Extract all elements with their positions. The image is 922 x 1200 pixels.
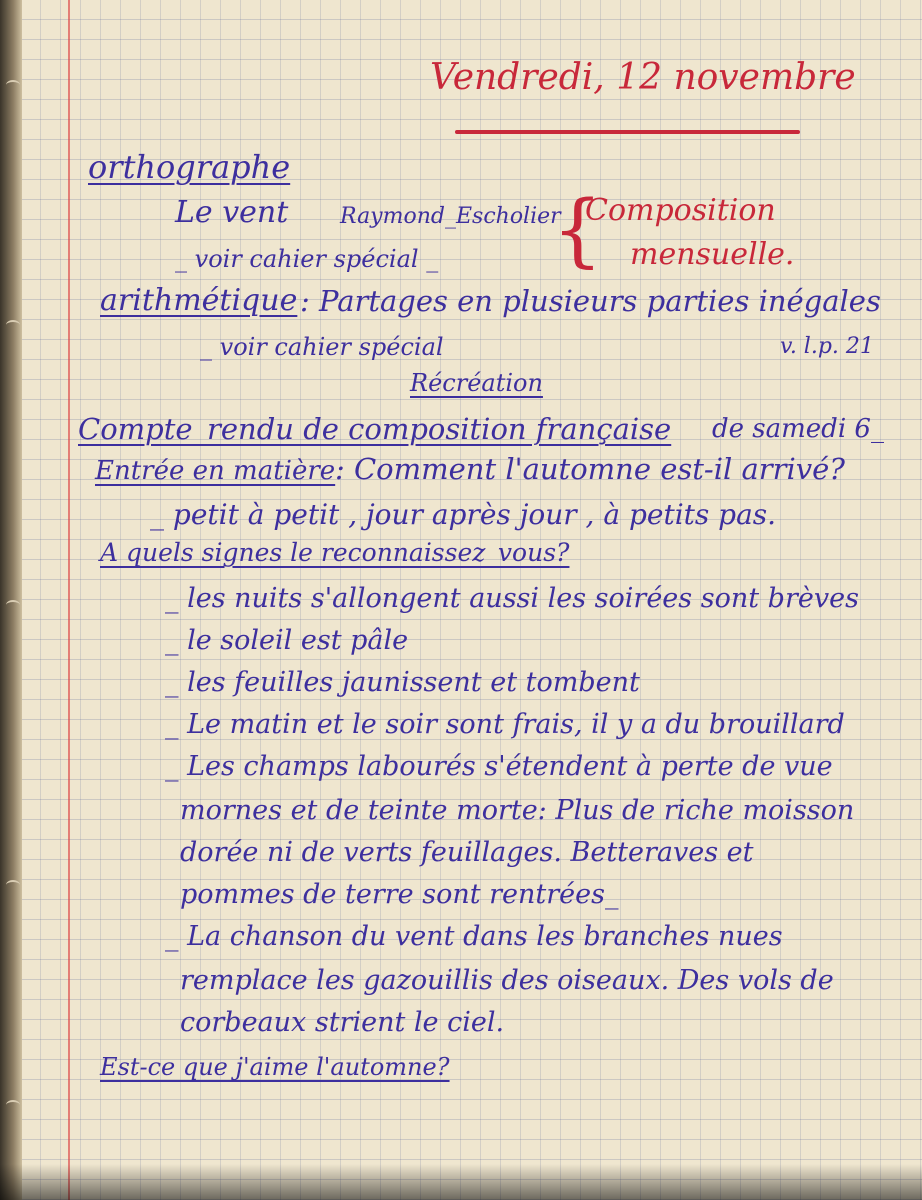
dictation-note: _ voir cahier spécial _	[175, 245, 439, 273]
binding-stitch	[6, 600, 20, 610]
sign-line: _ le soleil est pâle	[165, 625, 409, 656]
sign-line: remplace les gazouillis des oiseaux. Des vols de	[180, 965, 834, 996]
signs-question: A quels signes le reconnaissez_vous?	[100, 538, 570, 567]
sign-line: _ les feuilles jaunissent et tombent	[165, 667, 640, 698]
arithmetique-heading: arithmétique	[100, 283, 298, 318]
sign-line: pommes de terre sont rentrées_	[180, 879, 619, 910]
orthographe-heading: orthographe	[88, 148, 291, 186]
recreation-label: Récréation	[410, 369, 543, 397]
binding-stitch	[6, 880, 20, 890]
final-question: Est-ce que j'aime l'automne?	[100, 1053, 450, 1081]
sign-line: _ Les champs labourés s'étendent à perte de vue	[165, 751, 833, 782]
sign-line: mornes et de teinte morte: Plus de riche moisson	[180, 795, 855, 826]
sign-line: _ La chanson du vent dans les branches nues	[165, 921, 783, 952]
entree-question: : Comment l'automne est-il arrivé?	[335, 452, 845, 486]
arithmetique-subject: : Partages en plusieurs parties inégales	[300, 284, 881, 318]
binding-stitch	[6, 80, 20, 90]
curly-brace: {	[552, 183, 603, 276]
margin-line	[68, 0, 70, 1200]
sign-line: corbeaux strient le ciel.	[180, 1007, 505, 1038]
composition-label-1: Composition	[585, 193, 776, 228]
binding-stitch	[6, 1100, 20, 1110]
page-bottom-shadow	[0, 1164, 922, 1200]
arithmetique-note: _ voir cahier spécial	[200, 333, 444, 361]
notebook-binding	[0, 0, 22, 1200]
binding-stitch	[6, 320, 20, 330]
dictation-author: Raymond_Escholier	[340, 204, 561, 229]
sign-line: _ les nuits s'allongent aussi les soirées sont brèves	[165, 583, 859, 614]
date-underline	[455, 130, 800, 134]
composition-label-2: mensuelle.	[630, 237, 795, 272]
dictation-title: Le vent	[175, 195, 289, 230]
date-heading: Vendredi, 12 novembre	[430, 57, 856, 98]
entree-label: Entrée en matière	[95, 456, 336, 486]
compte-rendu-date: de samedi 6_	[712, 414, 884, 444]
compte-rendu-heading: Compte_rendu de composition française	[78, 412, 672, 446]
sign-line: _ Le matin et le soir sont frais, il y a du brouillard	[165, 709, 845, 740]
entree-answer: _ petit à petit , jour après jour , à petits pas.	[150, 498, 777, 531]
arithmetique-ref: v. l.p. 21	[780, 334, 874, 359]
sign-line: dorée ni de verts feuillages. Betteraves et	[180, 837, 754, 868]
